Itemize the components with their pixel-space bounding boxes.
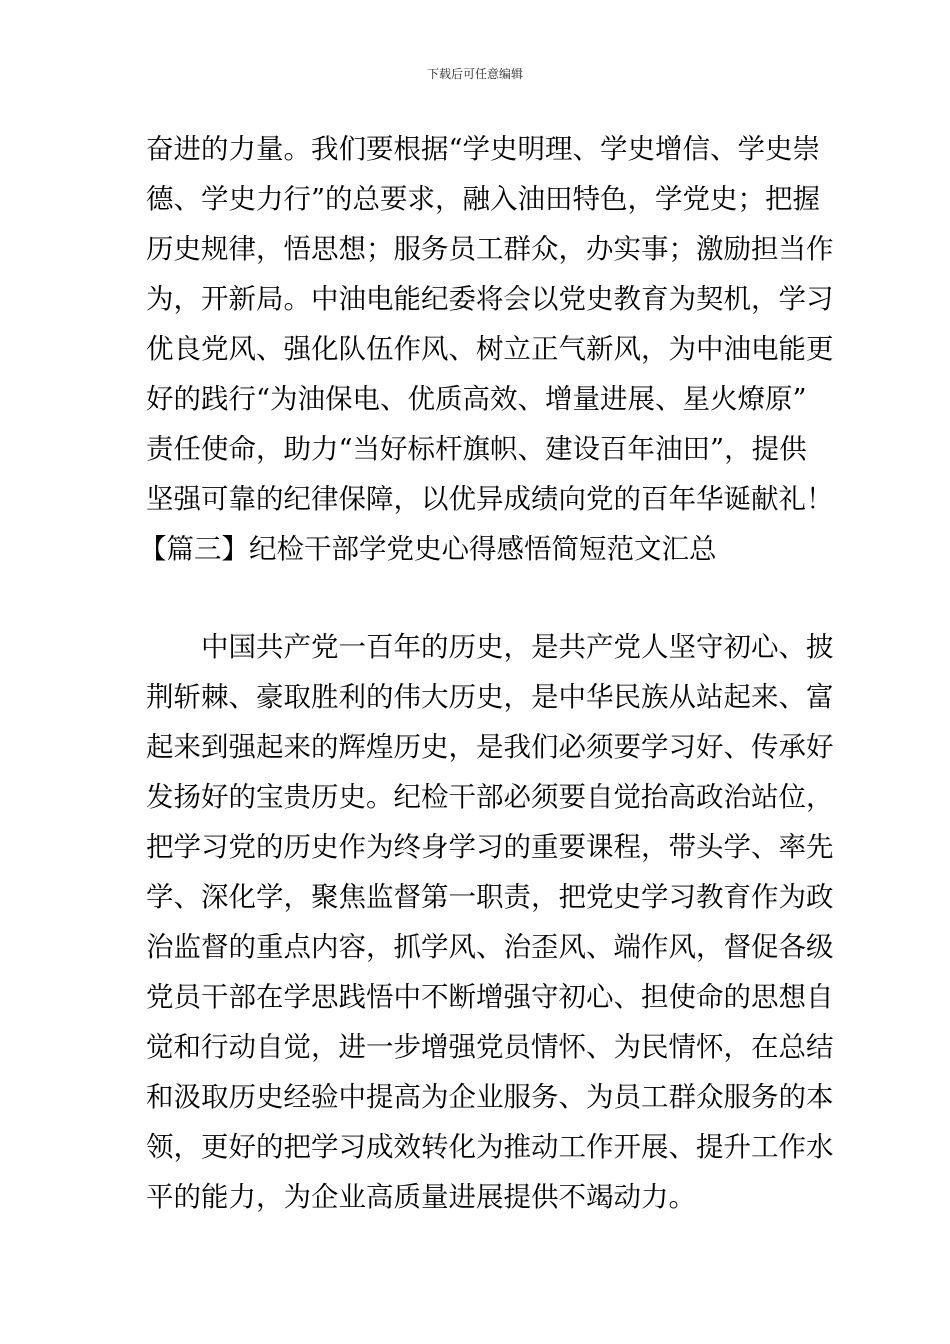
text-line: 起来到强起来的辉煌历史，是我们必须要学习好、传承好 — [146, 731, 834, 763]
text-line: 历史规律，悟思想；服务员工群众，办实事；激励担当作 — [146, 233, 834, 265]
text-line: 责任使命，助力“当好标杆旗帜、建设百年油田”，提供 — [146, 433, 807, 465]
text-line: 为，开新局。中油电能纪委将会以党史教育为契机，学习 — [146, 283, 834, 315]
text-line: 中国共产党一百年的历史，是共产党人坚守初心、披 — [146, 631, 834, 663]
text-line: 好的践行“为油保电、优质高效、增量进展、星火燎原” — [146, 383, 807, 415]
text-line: 德、学史力行”的总要求，融入油田特色，学党史；把握 — [146, 183, 821, 215]
text-line: 发扬好的宝贵历史。纪检干部必须要自觉抬高政治站位， — [146, 781, 834, 813]
text-line: 把学习党的历史作为终身学习的重要课程，带头学、率先 — [146, 831, 834, 863]
text-line: 领，更好的把学习成效转化为推动工作开展、提升工作水 — [146, 1131, 834, 1163]
text-line: 和汲取历史经验中提高为企业服务、为员工群众服务的本 — [146, 1081, 834, 1113]
text-line: 坚强可靠的纪律保障，以优异成绩向党的百年华诞献礼！ — [146, 483, 834, 515]
section-heading: 【篇三】纪检干部学党史心得感悟简短范文汇总 — [139, 533, 717, 565]
text-line: 学、深化学，聚焦监督第一职责，把党史学习教育作为政 — [146, 881, 834, 913]
text-line: 觉和行动自觉，进一步增强党员情怀、为民情怀，在总结 — [146, 1031, 834, 1063]
text-line: 平的能力，为企业高质量进展提供不竭动力。 — [146, 1181, 696, 1213]
text-line: 治监督的重点内容，抓学风、治歪风、端作风，督促各级 — [146, 931, 834, 963]
page-header: 下载后可任意编辑 — [426, 67, 523, 81]
text-line: 党员干部在学思践悟中不断增强守初心、担使命的思想自 — [146, 981, 834, 1013]
text-line: 奋进的力量。我们要根据“学史明理、学史增信、学史崇 — [146, 133, 821, 165]
text-line: 荆斩棘、豪取胜利的伟大历史，是中华民族从站起来、富 — [146, 681, 834, 713]
text-line: 优良党风、强化队伍作风、树立正气新风，为中油电能更 — [146, 333, 834, 365]
